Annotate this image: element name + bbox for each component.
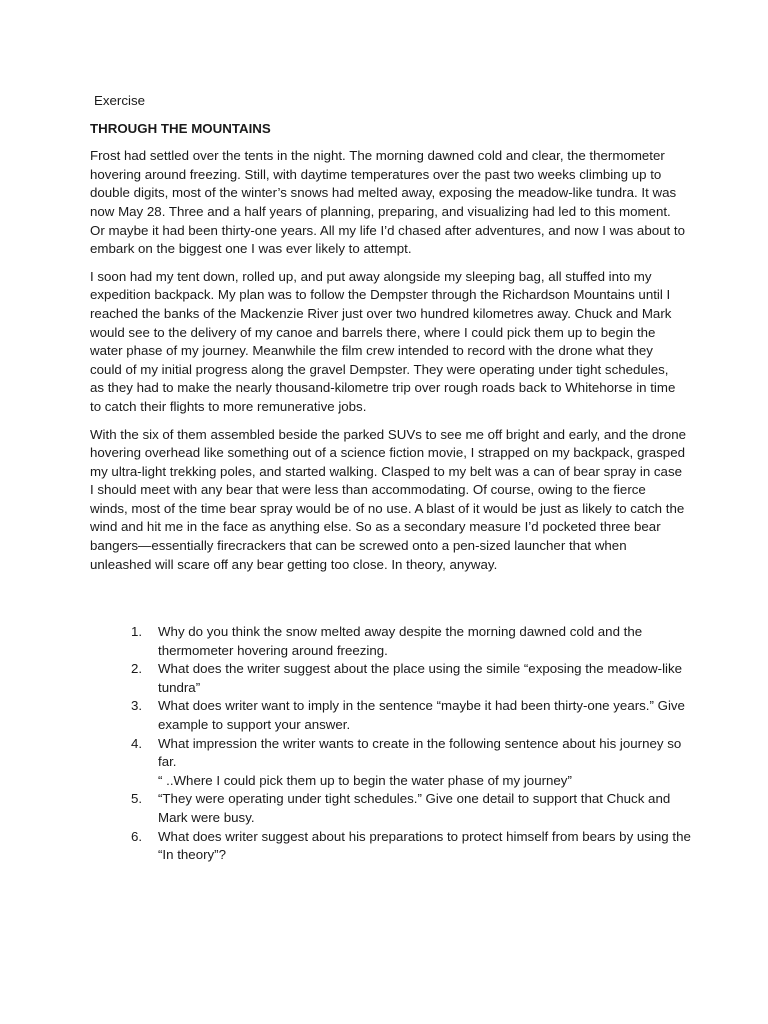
question-item: [131, 623, 691, 660]
document-body: [90, 92, 690, 583]
question-number: 1.: [131, 624, 143, 639]
question-number: 3.: [131, 698, 143, 714]
question-text: What impression the writer wants to create in the following sentence about his journey so far.: [158, 735, 682, 770]
question-number: 6.: [131, 828, 143, 844]
exercise-label: Exercise: [94, 93, 145, 108]
question-number: 2.: [131, 661, 143, 677]
question-number: 4.: [131, 735, 143, 751]
question-item: [131, 828, 691, 865]
question-quote: “ ..Where I could pick them up to begin the water phase of my journey”: [158, 772, 572, 788]
question-text: What does the writer suggest about the place using the simile “exposing the meadow-like tundra”: [158, 661, 683, 695]
question-item: [131, 660, 691, 697]
document-title: THROUGH THE MOUNTAINS: [90, 120, 271, 136]
question-body: [158, 735, 691, 791]
question-text: “They were operating under tight schedules.” Give one detail to support that Chuck and Mark were busy.: [158, 791, 671, 825]
paragraph-1: Frost had settled over the tents in the night. The morning dawned cold and clear, the thermometer hovering around freezing. Still, with daytime temperatures over the past two weeks climbing up to double digits, most of the winter’s snows had melted away, exposing the meadow-like tundra. It was now May 28. Three and a half years of planning, preparing, and visualizing had led to this moment. Or maybe it had been thirty-one years. All my life I’d chased after adventures, and now I was about to embark on the biggest one I was ever likely to attempt.: [90, 148, 685, 257]
question-text: What does writer suggest about his preparations to protect himself from bears by using the “In theory”?: [158, 828, 691, 863]
question-item: [131, 790, 691, 827]
paragraph-2: I soon had my tent down, rolled up, and put away alongside my sleeping bag, all stuffed into my expedition backpack. My plan was to follow the Dempster through the Richardson Mountains until I reached the banks of the Mackenzie River just over two hundred kilometres away. Chuck and Mark would see to the delivery of my canoe and barrels there, where I could pick them up to begin the water phase of my journey. Meanwhile the film crew intended to record with the drone what they could of my initial progress along the gravel Dempster. They were operating under tight schedules, as they had to make the nearly thousand-kilometre trip over rough roads back to Whitehorse in time to catch their flights to more remunerative jobs.: [90, 268, 676, 414]
question-text: What does writer want to imply in the sentence “maybe it had been thirty-one years.” Give example to support your answer.: [158, 698, 685, 732]
question-list: [131, 623, 691, 865]
question-item: [131, 735, 691, 791]
question-item: [131, 697, 691, 734]
paragraph-3: With the six of them assembled beside the parked SUVs to see me off bright and early, and the drone hovering overhead like something out of a science fiction movie, I strapped on my backpack, grasped my ultra-light trekking poles, and started walking. Clasped to my belt was a can of bear spray in case I should meet with any bear that were less than accommodating. Of course, owing to the fierce winds, most of the time bear spray would be of no use. A blast of it would be just as likely to catch the wind and hit me in the face as anything else. So as a secondary measure I’d pocketed three bear bangers—essentially firecrackers that can be screwed onto a pen-sized launcher that when unleashed will scare off any bear getting too close. In theory, anyway.: [90, 426, 686, 572]
question-number: 5.: [131, 791, 143, 807]
question-text: Why do you think the snow melted away despite the morning dawned cold and the thermometer hovering around freezing.: [158, 624, 643, 658]
